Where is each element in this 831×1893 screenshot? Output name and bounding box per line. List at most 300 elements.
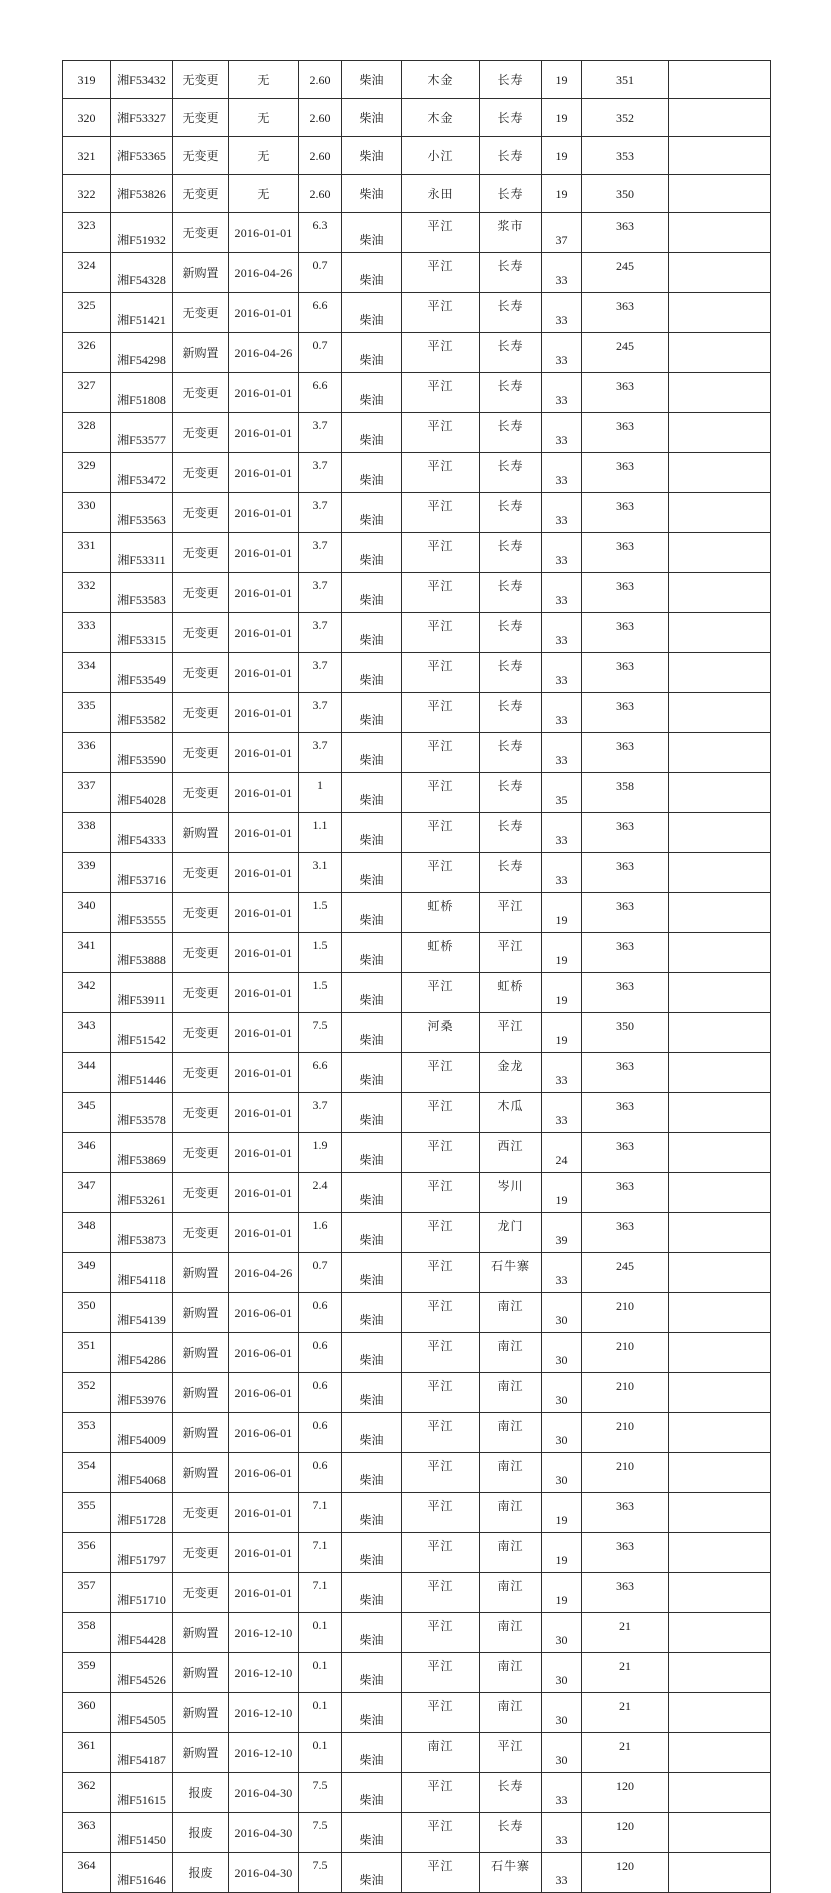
cell-plate-number: 湘F51446 xyxy=(111,1053,173,1093)
cell-place-from: 平江 xyxy=(402,1853,480,1893)
cell-row-number: 334 xyxy=(63,653,111,693)
cell-place-from: 平江 xyxy=(402,1133,480,1173)
cell-place-from: 平江 xyxy=(402,693,480,733)
cell-empty xyxy=(669,533,771,573)
table-row xyxy=(63,61,771,99)
cell-change-type: 新购置 xyxy=(173,1693,229,1733)
cell-value: 1.5 xyxy=(299,893,342,933)
cell-total: 245 xyxy=(582,1253,669,1293)
cell-empty xyxy=(669,293,771,333)
table-row xyxy=(63,373,771,413)
cell-fuel-type: 柴油 xyxy=(342,1173,402,1213)
cell-plate-number: 湘F53311 xyxy=(111,533,173,573)
cell-value: 6.6 xyxy=(299,293,342,333)
cell-place-to: 长寿 xyxy=(480,1773,542,1813)
cell-total: 363 xyxy=(582,373,669,413)
cell-change-type: 新购置 xyxy=(173,813,229,853)
cell-value: 0.7 xyxy=(299,1253,342,1293)
cell-change-type: 无变更 xyxy=(173,733,229,773)
table-row xyxy=(63,1253,771,1293)
table-row xyxy=(63,933,771,973)
cell-row-number: 322 xyxy=(63,175,111,213)
cell-place-to: 南江 xyxy=(480,1653,542,1693)
cell-fuel-type: 柴油 xyxy=(342,1533,402,1573)
cell-value: 0.6 xyxy=(299,1293,342,1333)
table-row xyxy=(63,293,771,333)
cell-change-date: 2016-01-01 xyxy=(229,773,299,813)
cell-place-to: 长寿 xyxy=(480,453,542,493)
cell-plate-number: 湘F53976 xyxy=(111,1373,173,1413)
cell-row-number: 336 xyxy=(63,733,111,773)
cell-count: 33 xyxy=(542,413,582,453)
cell-change-date: 2016-01-01 xyxy=(229,973,299,1013)
cell-fuel-type: 柴油 xyxy=(342,1333,402,1373)
cell-total: 363 xyxy=(582,1053,669,1093)
cell-count: 39 xyxy=(542,1213,582,1253)
cell-count: 33 xyxy=(542,853,582,893)
table-row xyxy=(63,1013,771,1053)
cell-place-to: 平江 xyxy=(480,893,542,933)
cell-count: 30 xyxy=(542,1413,582,1453)
cell-place-from: 平江 xyxy=(402,253,480,293)
cell-value: 7.1 xyxy=(299,1533,342,1573)
cell-change-type: 新购置 xyxy=(173,1293,229,1333)
cell-place-to: 长寿 xyxy=(480,533,542,573)
cell-value: 2.60 xyxy=(299,99,342,137)
cell-plate-number: 湘F53577 xyxy=(111,413,173,453)
cell-place-from: 平江 xyxy=(402,1573,480,1613)
cell-place-from: 南江 xyxy=(402,1733,480,1773)
cell-row-number: 362 xyxy=(63,1773,111,1813)
cell-row-number: 354 xyxy=(63,1453,111,1493)
cell-count: 19 xyxy=(542,1573,582,1613)
cell-place-from: 平江 xyxy=(402,773,480,813)
cell-count: 19 xyxy=(542,1013,582,1053)
table-row xyxy=(63,1733,771,1773)
cell-total: 363 xyxy=(582,693,669,733)
cell-value: 3.7 xyxy=(299,453,342,493)
cell-place-to: 南江 xyxy=(480,1693,542,1733)
cell-plate-number: 湘F54187 xyxy=(111,1733,173,1773)
cell-change-type: 无变更 xyxy=(173,1533,229,1573)
cell-change-type: 新购置 xyxy=(173,1453,229,1493)
cell-place-from: 平江 xyxy=(402,1533,480,1573)
cell-count: 33 xyxy=(542,733,582,773)
cell-empty xyxy=(669,175,771,213)
cell-row-number: 357 xyxy=(63,1573,111,1613)
cell-change-date: 2016-01-01 xyxy=(229,653,299,693)
cell-empty xyxy=(669,1813,771,1853)
cell-place-to: 木瓜 xyxy=(480,1093,542,1133)
cell-change-type: 无变更 xyxy=(173,99,229,137)
cell-place-from: 平江 xyxy=(402,453,480,493)
cell-count: 19 xyxy=(542,99,582,137)
cell-empty xyxy=(669,1093,771,1133)
cell-empty xyxy=(669,1253,771,1293)
cell-place-from: 木金 xyxy=(402,61,480,99)
cell-empty xyxy=(669,1333,771,1373)
table-row xyxy=(63,1213,771,1253)
cell-place-to: 长寿 xyxy=(480,137,542,175)
cell-empty xyxy=(669,1853,771,1893)
cell-fuel-type: 柴油 xyxy=(342,1773,402,1813)
cell-plate-number: 湘F53261 xyxy=(111,1173,173,1213)
cell-change-type: 新购置 xyxy=(173,1253,229,1293)
cell-total: 350 xyxy=(582,175,669,213)
cell-fuel-type: 柴油 xyxy=(342,853,402,893)
cell-plate-number: 湘F53590 xyxy=(111,733,173,773)
cell-value: 1.9 xyxy=(299,1133,342,1173)
table-row xyxy=(63,853,771,893)
cell-change-date: 2016-06-01 xyxy=(229,1373,299,1413)
cell-change-type: 无变更 xyxy=(173,1133,229,1173)
cell-change-type: 无变更 xyxy=(173,213,229,253)
cell-total: 352 xyxy=(582,99,669,137)
cell-change-type: 新购置 xyxy=(173,1373,229,1413)
cell-change-date: 2016-01-01 xyxy=(229,1093,299,1133)
table-row xyxy=(63,733,771,773)
cell-plate-number: 湘F54298 xyxy=(111,333,173,373)
cell-total: 363 xyxy=(582,453,669,493)
cell-total: 21 xyxy=(582,1733,669,1773)
cell-change-type: 无变更 xyxy=(173,973,229,1013)
table-row xyxy=(63,1293,771,1333)
cell-change-date: 2016-01-01 xyxy=(229,533,299,573)
cell-row-number: 358 xyxy=(63,1613,111,1653)
cell-total: 363 xyxy=(582,1493,669,1533)
cell-change-date: 无 xyxy=(229,61,299,99)
cell-change-type: 无变更 xyxy=(173,1053,229,1093)
cell-count: 33 xyxy=(542,653,582,693)
cell-count: 33 xyxy=(542,1773,582,1813)
cell-count: 33 xyxy=(542,1253,582,1293)
cell-value: 0.6 xyxy=(299,1413,342,1453)
cell-fuel-type: 柴油 xyxy=(342,973,402,1013)
cell-place-from: 平江 xyxy=(402,1493,480,1533)
cell-plate-number: 湘F51421 xyxy=(111,293,173,333)
cell-place-from: 小江 xyxy=(402,137,480,175)
table-row xyxy=(63,1773,771,1813)
cell-value: 1.1 xyxy=(299,813,342,853)
cell-fuel-type: 柴油 xyxy=(342,653,402,693)
cell-empty xyxy=(669,1413,771,1453)
cell-count: 30 xyxy=(542,1293,582,1333)
cell-empty xyxy=(669,613,771,653)
cell-count: 33 xyxy=(542,1093,582,1133)
cell-plate-number: 湘F53888 xyxy=(111,933,173,973)
cell-value: 0.1 xyxy=(299,1733,342,1773)
cell-place-to: 南江 xyxy=(480,1333,542,1373)
cell-change-date: 2016-12-10 xyxy=(229,1613,299,1653)
cell-fuel-type: 柴油 xyxy=(342,213,402,253)
cell-value: 6.6 xyxy=(299,1053,342,1093)
cell-place-from: 木金 xyxy=(402,99,480,137)
cell-fuel-type: 柴油 xyxy=(342,1013,402,1053)
cell-empty xyxy=(669,1293,771,1333)
cell-count: 30 xyxy=(542,1653,582,1693)
cell-row-number: 345 xyxy=(63,1093,111,1133)
cell-row-number: 323 xyxy=(63,213,111,253)
cell-place-from: 平江 xyxy=(402,613,480,653)
cell-value: 1.5 xyxy=(299,973,342,1013)
cell-value: 2.60 xyxy=(299,175,342,213)
cell-place-to: 长寿 xyxy=(480,373,542,413)
cell-row-number: 337 xyxy=(63,773,111,813)
cell-empty xyxy=(669,1653,771,1693)
cell-value: 3.7 xyxy=(299,493,342,533)
cell-place-to: 南江 xyxy=(480,1373,542,1413)
cell-plate-number: 湘F54118 xyxy=(111,1253,173,1293)
cell-empty xyxy=(669,1533,771,1573)
cell-value: 3.7 xyxy=(299,613,342,653)
cell-change-type: 无变更 xyxy=(173,893,229,933)
cell-count: 33 xyxy=(542,373,582,413)
cell-row-number: 341 xyxy=(63,933,111,973)
cell-row-number: 324 xyxy=(63,253,111,293)
cell-count: 19 xyxy=(542,61,582,99)
cell-place-to: 长寿 xyxy=(480,413,542,453)
cell-plate-number: 湘F53472 xyxy=(111,453,173,493)
cell-place-from: 平江 xyxy=(402,813,480,853)
cell-empty xyxy=(669,813,771,853)
table-row xyxy=(63,1693,771,1733)
cell-place-to: 长寿 xyxy=(480,1813,542,1853)
cell-change-type: 新购置 xyxy=(173,1613,229,1653)
cell-empty xyxy=(669,1613,771,1653)
cell-place-from: 虹桥 xyxy=(402,933,480,973)
cell-fuel-type: 柴油 xyxy=(342,933,402,973)
cell-value: 3.7 xyxy=(299,653,342,693)
cell-row-number: 349 xyxy=(63,1253,111,1293)
cell-row-number: 339 xyxy=(63,853,111,893)
cell-empty xyxy=(669,933,771,973)
cell-fuel-type: 柴油 xyxy=(342,813,402,853)
cell-change-date: 2016-01-01 xyxy=(229,293,299,333)
table-container xyxy=(62,60,771,1893)
cell-plate-number: 湘F54068 xyxy=(111,1453,173,1493)
cell-total: 363 xyxy=(582,1533,669,1573)
table-row xyxy=(63,1573,771,1613)
cell-place-to: 西江 xyxy=(480,1133,542,1173)
cell-total: 210 xyxy=(582,1293,669,1333)
cell-count: 33 xyxy=(542,333,582,373)
cell-fuel-type: 柴油 xyxy=(342,453,402,493)
cell-row-number: 347 xyxy=(63,1173,111,1213)
cell-change-date: 2016-01-01 xyxy=(229,613,299,653)
cell-change-date: 2016-12-10 xyxy=(229,1733,299,1773)
cell-change-date: 2016-06-01 xyxy=(229,1333,299,1373)
cell-plate-number: 湘F51710 xyxy=(111,1573,173,1613)
cell-row-number: 325 xyxy=(63,293,111,333)
cell-place-from: 平江 xyxy=(402,373,480,413)
cell-place-from: 平江 xyxy=(402,973,480,1013)
cell-place-to: 长寿 xyxy=(480,253,542,293)
cell-plate-number: 湘F51808 xyxy=(111,373,173,413)
cell-place-from: 平江 xyxy=(402,1653,480,1693)
cell-total: 363 xyxy=(582,733,669,773)
cell-plate-number: 湘F54505 xyxy=(111,1693,173,1733)
cell-empty xyxy=(669,1773,771,1813)
cell-row-number: 320 xyxy=(63,99,111,137)
table-row xyxy=(63,613,771,653)
cell-place-to: 长寿 xyxy=(480,693,542,733)
cell-plate-number: 湘F53432 xyxy=(111,61,173,99)
cell-total: 363 xyxy=(582,613,669,653)
table-row xyxy=(63,773,771,813)
cell-value: 2.4 xyxy=(299,1173,342,1213)
table-row xyxy=(63,693,771,733)
cell-empty xyxy=(669,893,771,933)
cell-change-date: 2016-04-26 xyxy=(229,1253,299,1293)
cell-total: 245 xyxy=(582,253,669,293)
table-row xyxy=(63,333,771,373)
cell-plate-number: 湘F53716 xyxy=(111,853,173,893)
cell-count: 19 xyxy=(542,933,582,973)
cell-fuel-type: 柴油 xyxy=(342,253,402,293)
cell-place-from: 平江 xyxy=(402,653,480,693)
table-row xyxy=(63,413,771,453)
cell-empty xyxy=(669,453,771,493)
cell-change-date: 2016-01-01 xyxy=(229,493,299,533)
cell-value: 0.1 xyxy=(299,1693,342,1733)
cell-plate-number: 湘F54286 xyxy=(111,1333,173,1373)
cell-place-to: 平江 xyxy=(480,1013,542,1053)
cell-change-type: 新购置 xyxy=(173,1413,229,1453)
cell-place-from: 平江 xyxy=(402,213,480,253)
cell-value: 0.6 xyxy=(299,1453,342,1493)
cell-change-type: 无变更 xyxy=(173,137,229,175)
cell-empty xyxy=(669,373,771,413)
cell-fuel-type: 柴油 xyxy=(342,613,402,653)
cell-place-to: 长寿 xyxy=(480,333,542,373)
cell-value: 3.7 xyxy=(299,413,342,453)
cell-total: 21 xyxy=(582,1693,669,1733)
cell-plate-number: 湘F54333 xyxy=(111,813,173,853)
cell-total: 363 xyxy=(582,893,669,933)
cell-empty xyxy=(669,1173,771,1213)
cell-place-to: 长寿 xyxy=(480,613,542,653)
cell-value: 0.7 xyxy=(299,333,342,373)
cell-empty xyxy=(669,573,771,613)
cell-total: 363 xyxy=(582,493,669,533)
cell-place-to: 长寿 xyxy=(480,573,542,613)
cell-value: 3.7 xyxy=(299,733,342,773)
cell-plate-number: 湘F53873 xyxy=(111,1213,173,1253)
cell-total: 350 xyxy=(582,1013,669,1053)
cell-empty xyxy=(669,1373,771,1413)
cell-row-number: 351 xyxy=(63,1333,111,1373)
cell-place-from: 平江 xyxy=(402,293,480,333)
table-row xyxy=(63,533,771,573)
cell-total: 358 xyxy=(582,773,669,813)
cell-change-date: 2016-06-01 xyxy=(229,1293,299,1333)
cell-count: 33 xyxy=(542,1853,582,1893)
cell-count: 19 xyxy=(542,893,582,933)
cell-empty xyxy=(669,1733,771,1773)
cell-change-date: 2016-01-01 xyxy=(229,1573,299,1613)
cell-fuel-type: 柴油 xyxy=(342,773,402,813)
cell-empty xyxy=(669,333,771,373)
cell-change-type: 无变更 xyxy=(173,175,229,213)
cell-empty xyxy=(669,853,771,893)
cell-count: 33 xyxy=(542,693,582,733)
cell-row-number: 343 xyxy=(63,1013,111,1053)
cell-fuel-type: 柴油 xyxy=(342,1453,402,1493)
cell-change-type: 无变更 xyxy=(173,773,229,813)
cell-place-to: 南江 xyxy=(480,1613,542,1653)
cell-plate-number: 湘F53563 xyxy=(111,493,173,533)
cell-total: 363 xyxy=(582,573,669,613)
cell-row-number: 335 xyxy=(63,693,111,733)
cell-place-to: 长寿 xyxy=(480,99,542,137)
cell-total: 363 xyxy=(582,293,669,333)
cell-place-from: 平江 xyxy=(402,1093,480,1133)
cell-fuel-type: 柴油 xyxy=(342,137,402,175)
cell-count: 35 xyxy=(542,773,582,813)
cell-total: 363 xyxy=(582,653,669,693)
cell-place-to: 石牛寨 xyxy=(480,1253,542,1293)
cell-change-date: 2016-01-01 xyxy=(229,1133,299,1173)
cell-place-to: 金龙 xyxy=(480,1053,542,1093)
cell-place-to: 南江 xyxy=(480,1533,542,1573)
table-row xyxy=(63,137,771,175)
cell-total: 363 xyxy=(582,1213,669,1253)
cell-change-type: 无变更 xyxy=(173,1173,229,1213)
table-row xyxy=(63,653,771,693)
table-row xyxy=(63,893,771,933)
cell-row-number: 350 xyxy=(63,1293,111,1333)
cell-fuel-type: 柴油 xyxy=(342,1213,402,1253)
cell-plate-number: 湘F53365 xyxy=(111,137,173,175)
cell-count: 33 xyxy=(542,453,582,493)
table-row xyxy=(63,1333,771,1373)
cell-place-to: 长寿 xyxy=(480,773,542,813)
cell-empty xyxy=(669,1053,771,1093)
cell-place-from: 平江 xyxy=(402,1613,480,1653)
cell-row-number: 360 xyxy=(63,1693,111,1733)
cell-fuel-type: 柴油 xyxy=(342,1813,402,1853)
cell-value: 1.5 xyxy=(299,933,342,973)
cell-place-from: 平江 xyxy=(402,413,480,453)
cell-place-to: 南江 xyxy=(480,1413,542,1453)
cell-value: 3.1 xyxy=(299,853,342,893)
cell-fuel-type: 柴油 xyxy=(342,533,402,573)
cell-value: 7.1 xyxy=(299,1493,342,1533)
cell-change-type: 无变更 xyxy=(173,613,229,653)
cell-value: 0.1 xyxy=(299,1653,342,1693)
cell-change-date: 2016-04-30 xyxy=(229,1773,299,1813)
cell-plate-number: 湘F51542 xyxy=(111,1013,173,1053)
cell-plate-number: 湘F54028 xyxy=(111,773,173,813)
cell-value: 3.7 xyxy=(299,573,342,613)
cell-plate-number: 湘F54526 xyxy=(111,1653,173,1693)
cell-change-date: 2016-01-01 xyxy=(229,933,299,973)
cell-fuel-type: 柴油 xyxy=(342,1053,402,1093)
cell-change-date: 2016-12-10 xyxy=(229,1653,299,1693)
cell-place-to: 长寿 xyxy=(480,653,542,693)
table-row xyxy=(63,175,771,213)
cell-change-date: 2016-01-01 xyxy=(229,1493,299,1533)
cell-row-number: 338 xyxy=(63,813,111,853)
cell-place-to: 长寿 xyxy=(480,175,542,213)
cell-place-from: 平江 xyxy=(402,533,480,573)
cell-total: 120 xyxy=(582,1773,669,1813)
cell-change-date: 2016-01-01 xyxy=(229,1053,299,1093)
cell-value: 7.5 xyxy=(299,1773,342,1813)
cell-place-from: 虹桥 xyxy=(402,893,480,933)
table-row xyxy=(63,1373,771,1413)
cell-count: 33 xyxy=(542,1053,582,1093)
